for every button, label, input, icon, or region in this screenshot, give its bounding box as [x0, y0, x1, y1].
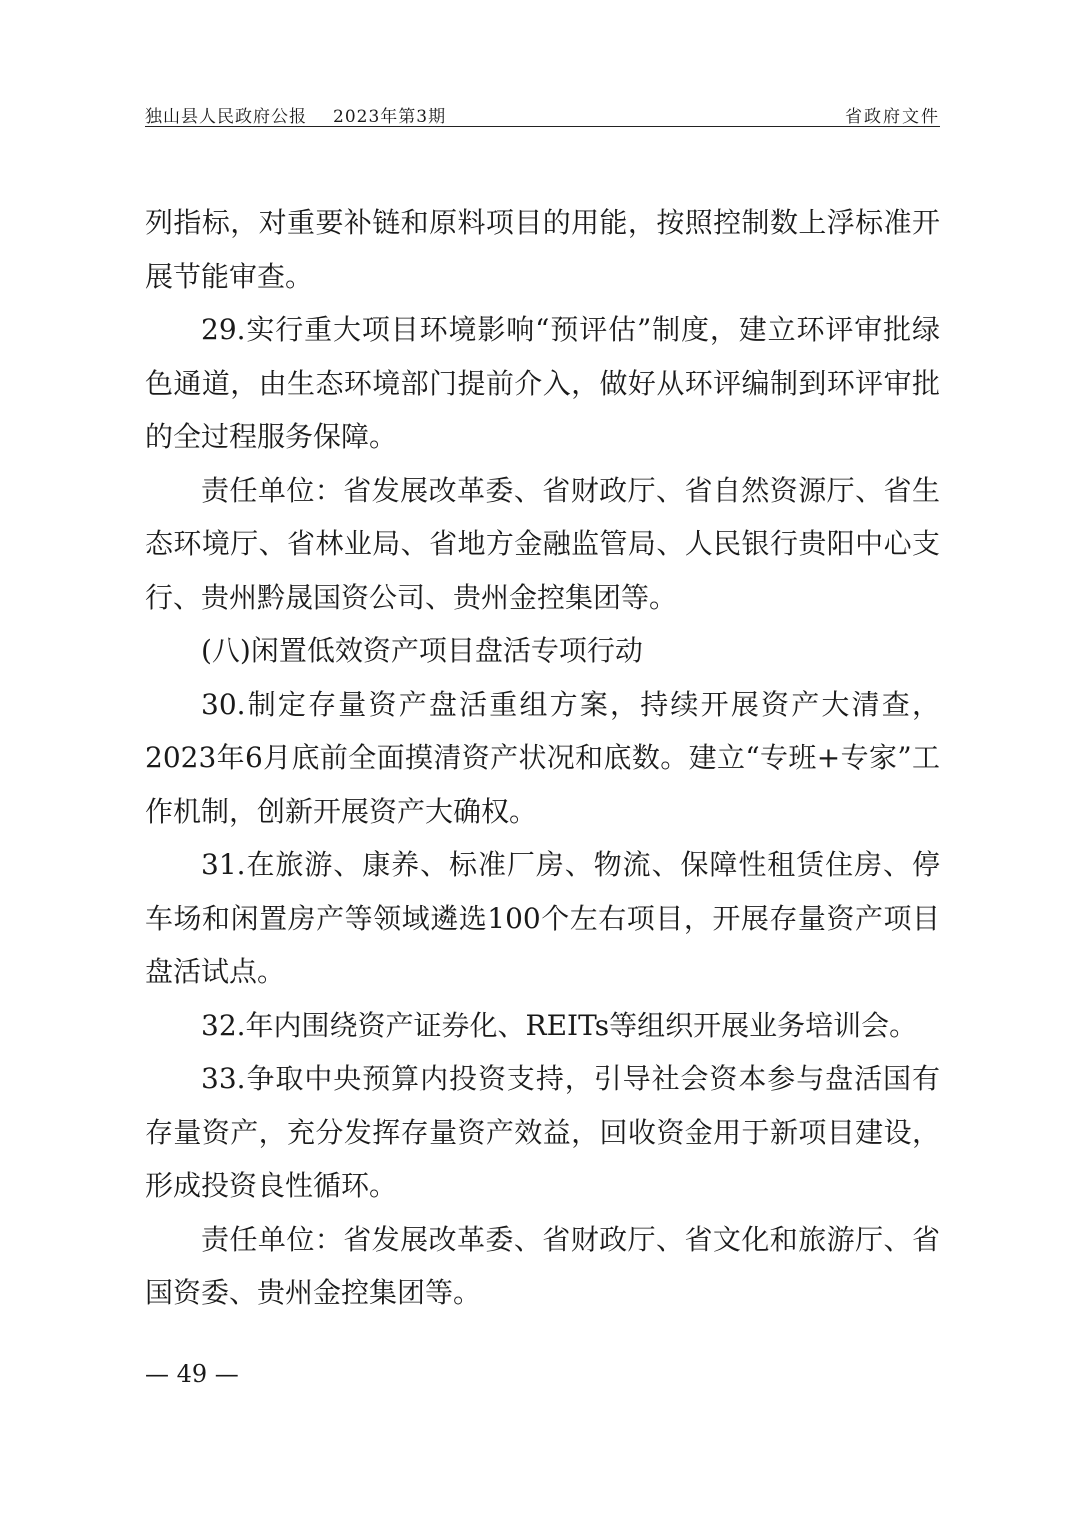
paragraph-item-33: 33.争取中央预算内投资支持，引导社会资本参与盘活国有存量资产，充分发挥存量资产效益，回收资金用于新项目建设，形成投资良性循环。 [145, 1062, 940, 1202]
issue-number: 2023年第3期 [333, 107, 447, 127]
paragraph-responsible-units: 责任单位：省发展改革委、省财政厅、省自然资源厅、省生态环境厅、省林业局、省地方金融监管局、人民银行贵阳中心支行、贵州黔晟国资公司、贵州金控集团等。 [145, 473, 940, 614]
section-title: 省政府文件 [845, 107, 940, 127]
running-header [145, 102, 940, 127]
header-left [145, 102, 446, 127]
page-number: — 49 — [145, 1360, 239, 1388]
publication-title: 独山县人民政府公报 [145, 107, 307, 127]
paragraph-item-30: 30.制定存量资产盘活重组方案，持续开展资产大清查，2023年6月底前全面摸清资产状况和底数。建立“专班+专家”工作机制，创新开展资产大确权。 [145, 687, 940, 828]
paragraph-item-32: 32.年内围绕资产证券化、REITs等组织开展业务培训会。 [201, 1008, 918, 1042]
document-body [145, 196, 940, 1320]
paragraph-continuation: 列指标，对重要补链和原料项目的用能，按照控制数上浮标准开展节能审查。 [145, 206, 940, 293]
paragraph-item-31: 31.在旅游、康养、标准厂房、物流、保障性租赁住房、停车场和闲置房产等领域遴选100个左右项目，开展存量资产项目盘活试点。 [145, 848, 940, 988]
section-heading: (八)闲置低效资产项目盘活专项行动 [201, 634, 643, 667]
paragraph-item-29: 29.实行重大项目环境影响“预评估”制度，建立环评审批绿色通道，由生态环境部门提前介入，做好从环评编制到环评审批的全过程服务保障。 [145, 313, 940, 453]
paragraph-responsible-units-2: 责任单位：省发展改革委、省财政厅、省文化和旅游厅、省国资委、贵州金控集团等。 [145, 1222, 940, 1309]
